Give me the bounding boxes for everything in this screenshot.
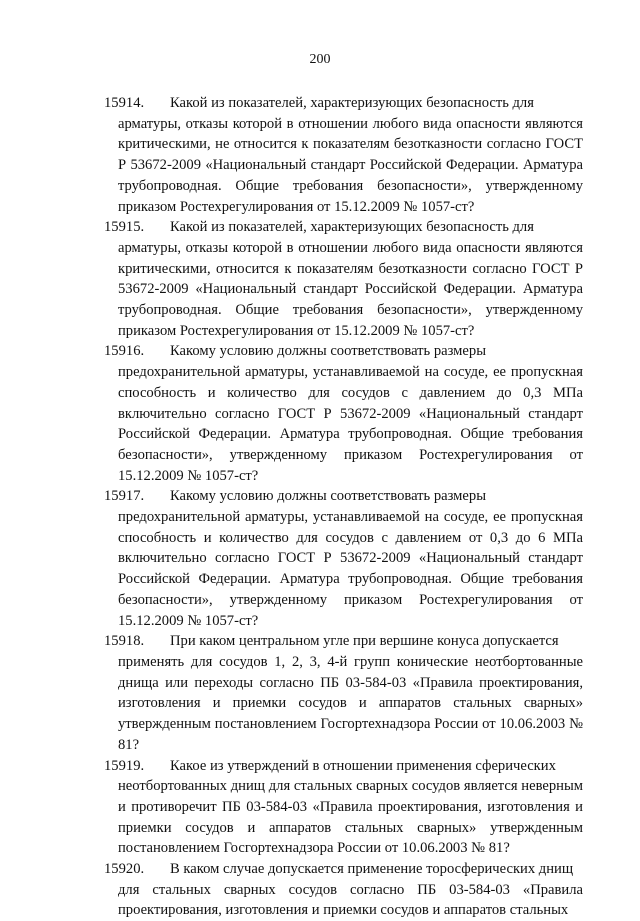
question-number: 15915.	[104, 219, 145, 236]
question-text-first-line: При каком центральном угле при вершине конуса допускается	[170, 633, 559, 650]
question-text: арматуры, отказы которой в отношении любого вида опасности являются критическими, относится к показателям безотказности согласно ГОСТ Р 53672-2009 «Национальный стандарт Российской Федерации. Арматура трубопроводная. Общие требования безопасности», утвержденному приказом Ростехрегулирования от 15.12.2009 № 1057-ст?	[118, 239, 583, 339]
question-item	[104, 756, 583, 860]
question-number: 15914.	[104, 95, 145, 111]
page-number: 200	[309, 52, 331, 67]
question-number: 15916.	[104, 343, 145, 360]
question-item	[104, 631, 583, 755]
question-item	[104, 217, 583, 341]
question-text-first-line: В каком случае допускается применение торосферических днищ	[170, 861, 574, 878]
question-text: арматуры, отказы которой в отношении любого вида опасности являются критическими, не относится к показателям безотказности согласно ГОСТ Р 53672-2009 «Национальный стандарт Российской Федерации. Арматура трубопроводная. Общие требования безопасности», утвержденному приказом Ростехрегулирования от 15.12.2009 № 1057-ст?	[118, 115, 583, 215]
question-text-first-line: Какой из показателей, характеризующих безопасность для	[170, 95, 534, 111]
question-text-first-line: Какое из утверждений в отношении применения сферических	[170, 757, 556, 774]
question-item	[104, 486, 583, 631]
question-text: предохранительной арматуры, устанавливаемой на сосуде, ее пропускная способность и количество для сосудов с давлением до 0,3 МПа включительно согласно ГОСТ Р 53672-2009 «Национальный стандарт Российской Федерации. Арматура трубопроводная. Общие требования безопасности», утвержденному приказом Ростехрегулирования от 15.12.2009 № 1057-ст?	[118, 364, 583, 484]
question-text: применять для сосудов 1, 2, 3, 4-й групп конические неотбортованные днища или переходы согласно ПБ 03-584-03 «Правила проектирования, изготовления и приемки сосудов и аппаратов стальных сварных» утвержденным постановлением Госгортехнадзора России от 10.06.2003 № 81?	[118, 653, 583, 753]
question-text: неотбортованных днищ для стальных сварных сосудов является неверным и противоречит ПБ 03-584-03 «Правила проектирования, изготовления и приемки сосудов и аппаратов стальных сварных» утвержденным постановлением Госгортехнадзора России от 10.06.2003 № 81?	[118, 778, 583, 857]
question-item	[104, 93, 583, 217]
question-item	[104, 341, 583, 486]
question-text-first-line: Какой из показателей, характеризующих безопасность для	[170, 219, 534, 236]
question-text: для стальных сварных сосудов согласно ПБ 03-584-03 «Правила проектирования, изготовления и приемки сосудов и аппаратов стальных	[118, 881, 583, 919]
question-text: предохранительной арматуры, устанавливаемой на сосуде, ее пропускная способность и количество для сосудов с давлением от 0,3 до 6 МПа включительно согласно ГОСТ Р 53672-2009 «Национальный стандарт Российской Федерации. Арматура трубопроводная. Общие требования безопасности», утвержденному приказом Ростехрегулирования от 15.12.2009 № 1057-ст?	[118, 509, 583, 629]
question-text-first-line: Какому условию должны соответствовать размеры	[170, 488, 486, 505]
question-item	[104, 859, 583, 921]
question-number: 15918.	[104, 633, 145, 650]
question-number: 15919.	[104, 757, 145, 774]
question-number: 15920.	[104, 861, 145, 878]
question-number: 15917.	[104, 488, 145, 505]
question-list	[104, 93, 583, 921]
question-text-first-line: Какому условию должны соответствовать размеры	[170, 343, 486, 360]
